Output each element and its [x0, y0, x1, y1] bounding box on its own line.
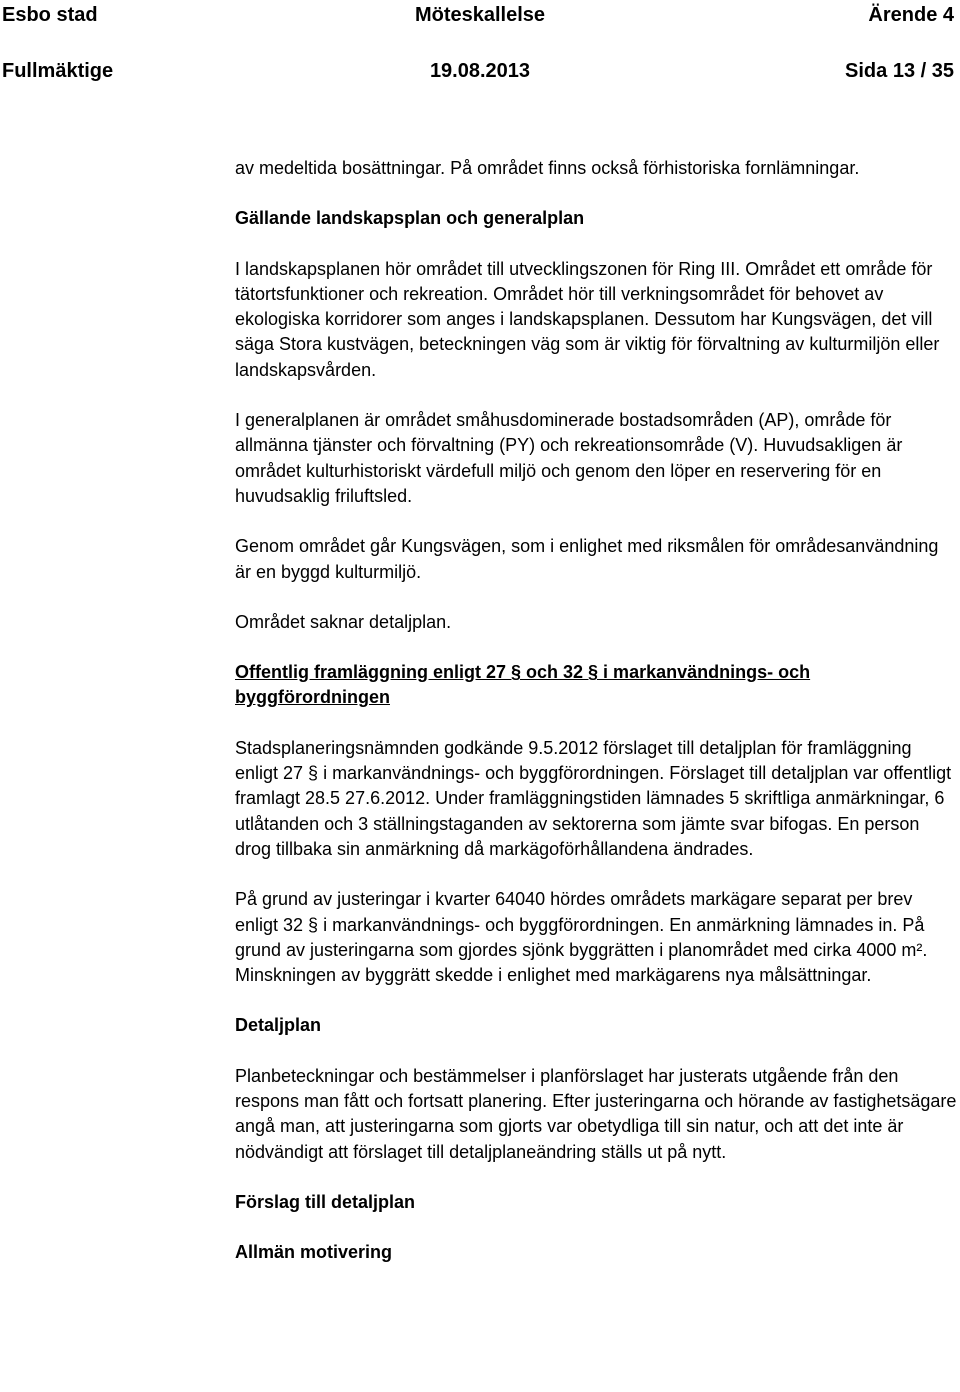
paragraph: Genom området går Kungsvägen, som i enlighet med riksmålen för områdesanvändning är en byggd kulturmiljö.	[235, 536, 939, 582]
page-header-bottom	[0, 58, 960, 84]
section-heading: Gällande landskapsplan och generalplan	[235, 208, 585, 229]
paragraph: Planbeteckningar och bestämmelser i planförslaget har justerats utgående från den respons man fått och fortsatt planering. Efter justeringarna och hörande av fastighetsägare angå man, att justeringarna som gjorts var obetydliga till sin natur, och att det inte är nödvändigt att förslaget till detaljplaneändring ställs ut på nytt.	[235, 1065, 957, 1162]
section-heading-underlined: Offentlig framläggning enligt 27 § och 32 § i markanvändnings- och byggförordningen	[235, 662, 811, 708]
header-doc-type: Möteskallelse	[414, 4, 546, 26]
header-item: Ärende 4	[868, 4, 954, 26]
header-date: 19.08.2013	[429, 60, 531, 82]
header-page-number: Sida 13 / 35	[845, 60, 954, 82]
page-header-top	[0, 2, 960, 28]
paragraph: Området saknar detaljplan.	[235, 611, 452, 632]
header-body: Fullmäktige	[2, 60, 114, 82]
paragraph: I generalplanen är området småhusdominerade bostadsområden (AP), område för allmänna tjänster och förvaltning (PY) och rekreationsområde (V). Huvudsakligen är området kulturhistoriskt värdefull miljö och genom den löper en reservering för en huvudsaklig friluftsled.	[235, 410, 903, 506]
section-heading: Förslag till detaljplan	[235, 1191, 416, 1212]
paragraph: På grund av justeringar i kvarter 64040 hördes områdets markägare separat per brev enligt 32 § i markanvändnings- och byggförordningen. En anmärkning lämnades in. På grund av justeringarna som gjordes sjönk byggrätten i planområdet med cirka 4000 m². Minskningen av byggrätt skedde i enlighet med markägarens nya målsättningar.	[235, 889, 928, 986]
header-org: Esbo stad	[2, 4, 98, 26]
document-body	[235, 156, 959, 1266]
paragraph: Stadsplaneringsnämnden godkände 9.5.2012 förslaget till detaljplan för framläggning enligt 27 § i markanvändnings- och byggförordningen. Förslaget till detaljplan var offentligt framlagt 28.5 27.6.2012. Under framläggningstiden lämnades 5 skriftliga anmärkningar, 6 utlåtanden och 3 ställningstaganden av sektorerna som jämte svar bifogas. En person drog tillbaka sin anmärkning då markägoförhållandena ändrades.	[235, 737, 952, 859]
section-heading: Detaljplan	[235, 1015, 322, 1036]
section-heading: Allmän motivering	[235, 1242, 393, 1263]
paragraph: I landskapsplanen hör området till utvecklingszonen för Ring III. Området ett område för tätortsfunktioner och rekreation. Området hör till verkningsområdet för behovet av ekologiska korridorer som anges i landskapsplanen. Dessutom har Kungsvägen, det vill säga Stora kustvägen, beteckningen väg som är viktig för förvaltning av kulturmiljön eller landskapsvården.	[235, 258, 940, 380]
paragraph: av medeltida bosättningar. På området finns också förhistoriska fornlämningar.	[235, 158, 860, 178]
